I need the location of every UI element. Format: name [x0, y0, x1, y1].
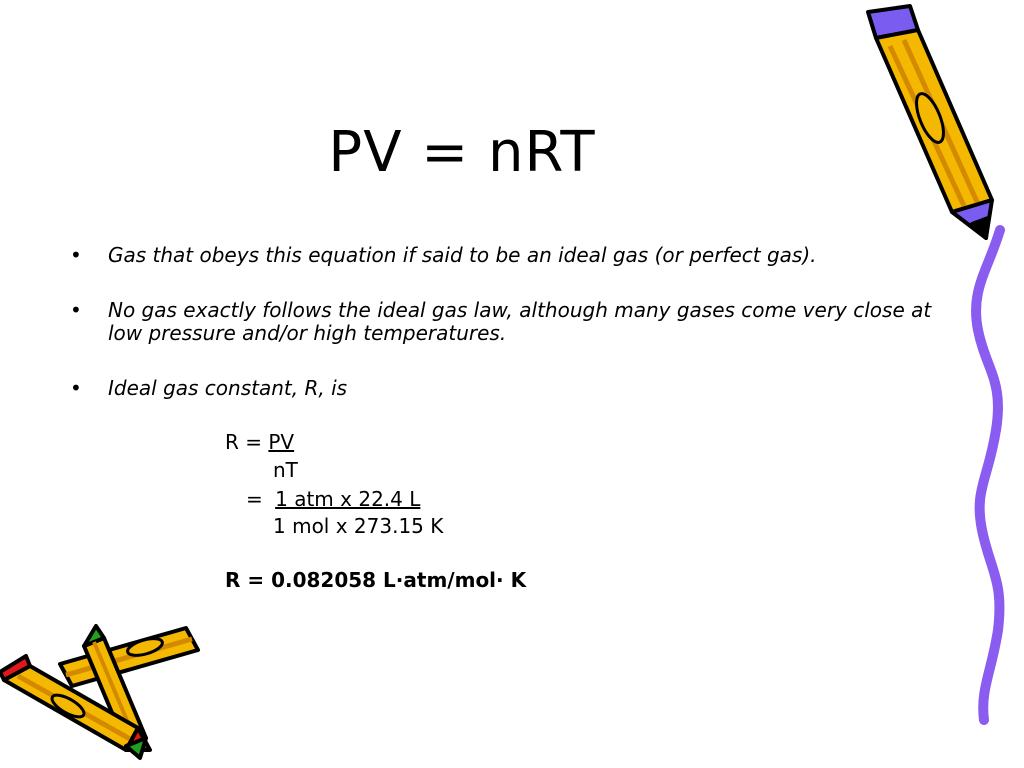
formula-numerator-values: 1 atm x 22.4 L [275, 487, 421, 511]
slide-title: PV = nRT [328, 120, 596, 185]
formula-denominator-nt: nT [273, 458, 298, 482]
formula-numerator-pv: PV [268, 430, 295, 454]
bullet-item [70, 244, 940, 267]
formula-line-1 [225, 430, 294, 454]
bullet-item [70, 377, 940, 400]
crossed-pencils-icon [0, 620, 210, 760]
bullet-marker: • [70, 243, 82, 267]
pencil-icon [860, 0, 1000, 245]
formula-line-3 [246, 487, 420, 511]
formula-result: R = 0.082058 L·atm/mol· K [225, 568, 527, 592]
formula-r-equals: R = [225, 430, 269, 454]
bullet-marker: • [70, 298, 82, 322]
formula-equals: = [246, 487, 270, 511]
bullet-text: Ideal gas constant, R, is [108, 376, 348, 400]
formula-denominator-values: 1 mol x 273.15 K [273, 514, 444, 538]
bullet-text: Gas that obeys this equation if said to be an ideal gas (or perfect gas). [108, 243, 817, 267]
bullet-item [70, 299, 940, 345]
bullet-marker: • [70, 376, 82, 400]
wavy-line-decoration [960, 230, 1020, 730]
bullet-text: No gas exactly follows the ideal gas law, although many gases come very close at low pressure and/or high temperatures. [108, 298, 932, 345]
bullet-list [70, 244, 940, 432]
